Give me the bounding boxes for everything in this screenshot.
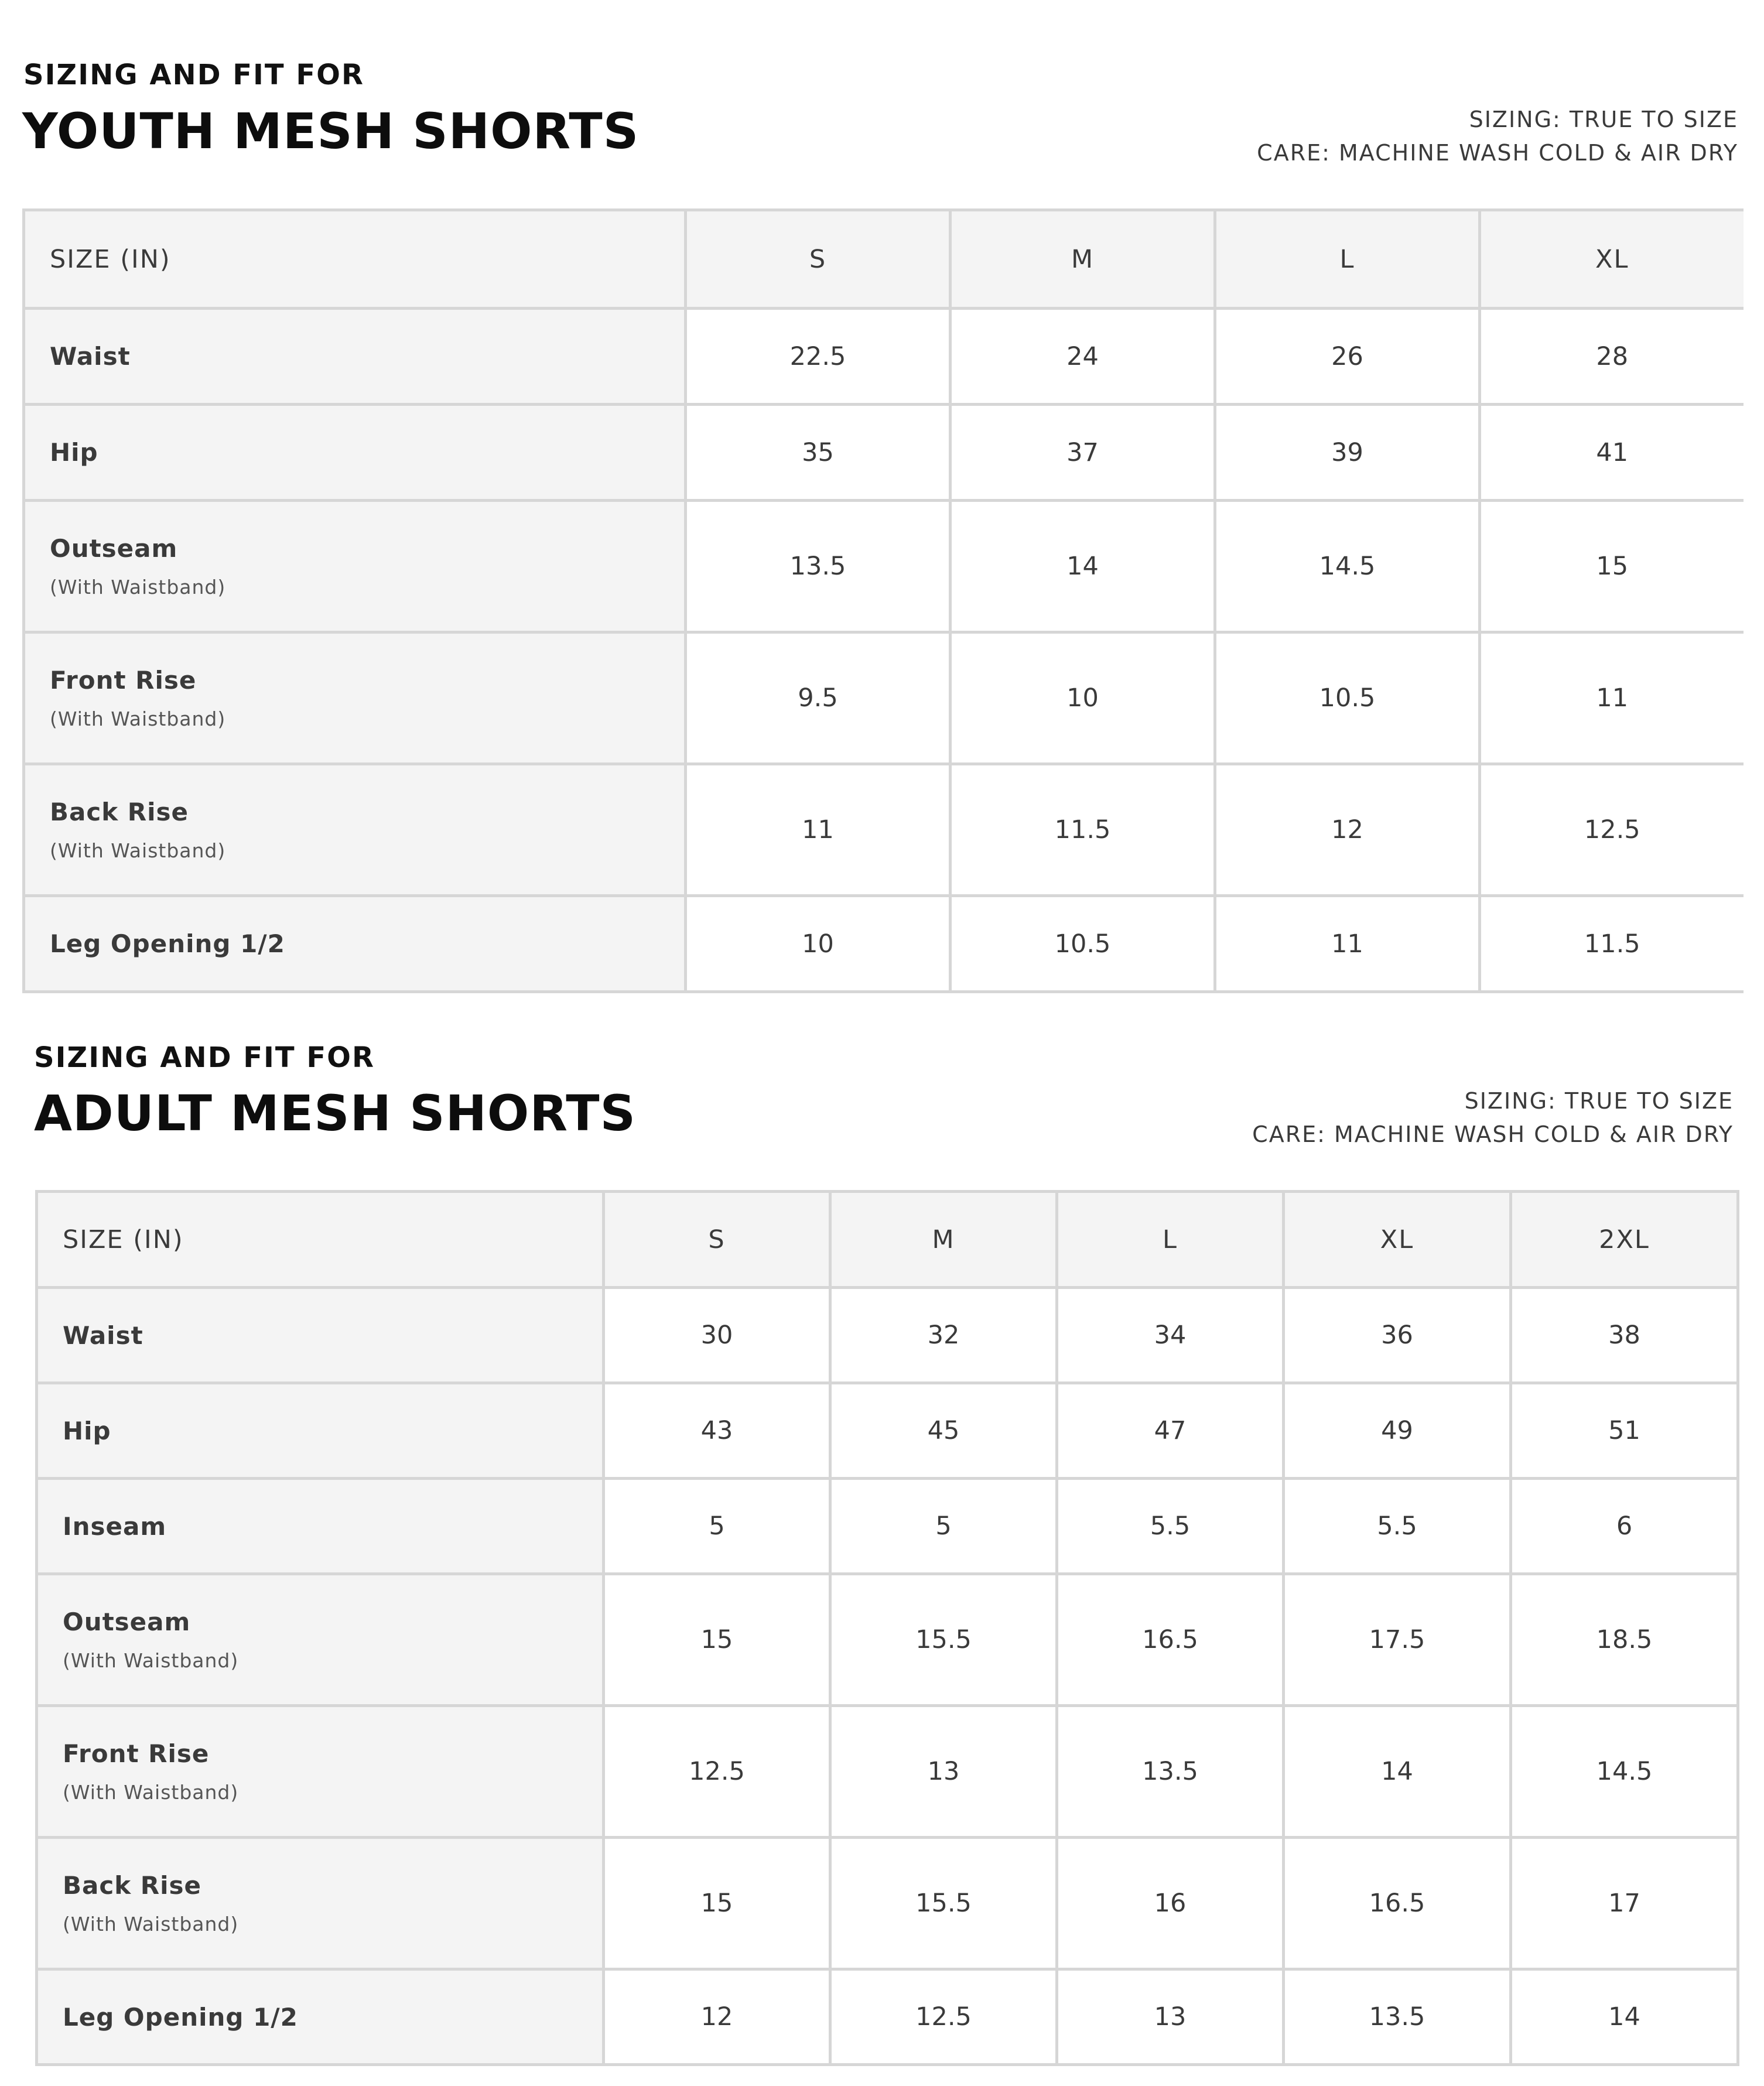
adult-header-size-xl: XL [1284,1192,1511,1288]
adult-meta [1252,1085,1734,1151]
youth-header-size-m: M [951,210,1215,309]
table-cell: 15.5 [830,1838,1057,1969]
table-cell: 13 [1057,1969,1284,2065]
table-cell: 13.5 [1057,1706,1284,1838]
adult-row-label-leg-opening-1-2 [37,1969,604,2065]
measurement-name: Back Rise [50,798,189,826]
adult-header-size-2xl: 2XL [1511,1192,1738,1288]
adult-header-size-label: SIZE (IN) [37,1192,604,1288]
youth-row-label-front-rise [24,632,686,764]
table-cell: 12.5 [604,1706,830,1838]
measurement-name: Inseam [63,1512,167,1541]
table-row [24,764,1744,896]
table-cell: 11 [1480,632,1744,764]
adult-row-label-inseam [37,1479,604,1574]
table-cell: 12 [604,1969,830,2065]
table-cell: 15 [604,1574,830,1706]
table-row [37,1838,1738,1969]
measurement-name: Leg Opening 1/2 [63,2002,298,2032]
table-cell: 14 [1284,1706,1511,1838]
table-cell: 14.5 [1215,501,1480,632]
table-cell: 24 [951,309,1215,405]
measurement-note: (With Waistband) [50,707,226,730]
table-cell: 17.5 [1284,1574,1511,1706]
adult-row-label-waist [37,1288,604,1383]
measurement-name: Hip [63,1416,111,1445]
table-cell: 5 [830,1479,1057,1574]
measurement-name: Front Rise [50,666,197,695]
table-cell: 16.5 [1057,1574,1284,1706]
measurement-note: (With Waistband) [50,576,226,599]
table-cell: 28 [1480,309,1744,405]
youth-row-label-waist [24,309,686,405]
measurement-name: Back Rise [63,1871,202,1900]
table-cell: 15.5 [830,1574,1057,1706]
table-cell: 15 [1480,501,1744,632]
table-cell: 10 [951,632,1215,764]
table-cell: 11.5 [1480,896,1744,992]
table-cell: 16.5 [1284,1838,1511,1969]
table-cell: 37 [951,405,1215,501]
table-cell: 14.5 [1511,1706,1738,1838]
youth-row-label-hip [24,405,686,501]
measurement-name: Hip [50,438,98,467]
table-cell: 12.5 [830,1969,1057,2065]
youth-header-size-l: L [1215,210,1480,309]
table-cell: 10 [686,896,951,992]
measurement-name: Front Rise [63,1739,210,1768]
table-cell: 13.5 [686,501,951,632]
table-cell: 15 [604,1838,830,1969]
adult-row-label-front-rise [37,1706,604,1838]
youth-sizing-note: SIZING: TRUE TO SIZE [1469,107,1738,132]
adult-header-size-s: S [604,1192,830,1288]
youth-care-note: CARE: MACHINE WASH COLD & AIR DRY [1257,140,1738,166]
table-cell: 30 [604,1288,830,1383]
youth-size-table [22,208,1744,993]
table-cell: 17 [1511,1838,1738,1969]
table-cell: 22.5 [686,309,951,405]
youth-row-label-outseam [24,501,686,632]
table-cell: 10.5 [951,896,1215,992]
adult-row-label-hip [37,1383,604,1479]
table-cell: 5.5 [1057,1479,1284,1574]
table-cell: 35 [686,405,951,501]
table-cell: 51 [1511,1383,1738,1479]
measurement-note: (With Waistband) [63,1913,239,1935]
table-cell: 11 [686,764,951,896]
measurement-name: Outseam [50,534,178,563]
table-cell: 5.5 [1284,1479,1511,1574]
table-cell: 13.5 [1284,1969,1511,2065]
table-cell: 45 [830,1383,1057,1479]
adult-row-label-outseam [37,1574,604,1706]
adult-sizing-note: SIZING: TRUE TO SIZE [1464,1088,1734,1114]
youth-header-row [24,210,1744,309]
adult-header-size-m: M [830,1192,1057,1288]
table-cell: 26 [1215,309,1480,405]
table-cell: 11.5 [951,764,1215,896]
youth-header-size-xl: XL [1480,210,1744,309]
table-cell: 18.5 [1511,1574,1738,1706]
table-cell: 11 [1215,896,1480,992]
table-cell: 34 [1057,1288,1284,1383]
table-row [24,405,1744,501]
table-row [24,309,1744,405]
youth-eyebrow: SIZING AND FIT FOR [23,59,364,91]
table-row [37,1288,1738,1383]
table-row [24,632,1744,764]
table-cell: 13 [830,1706,1057,1838]
youth-meta [1257,103,1738,170]
table-row [24,896,1744,992]
table-cell: 47 [1057,1383,1284,1479]
measurement-name: Leg Opening 1/2 [50,929,285,958]
table-cell: 10.5 [1215,632,1480,764]
measurement-name: Waist [63,1321,143,1350]
measurement-note: (With Waistband) [63,1649,239,1672]
measurement-name: Outseam [63,1608,191,1636]
table-row [37,1574,1738,1706]
table-row [37,1969,1738,2065]
adult-row-label-back-rise [37,1838,604,1969]
table-row [24,501,1744,632]
youth-header-size-s: S [686,210,951,309]
table-cell: 36 [1284,1288,1511,1383]
adult-header-row [37,1192,1738,1288]
table-cell: 5 [604,1479,830,1574]
table-cell: 9.5 [686,632,951,764]
table-cell: 39 [1215,405,1480,501]
table-row [37,1479,1738,1574]
adult-title: ADULT MESH SHORTS [34,1085,637,1142]
table-cell: 41 [1480,405,1744,501]
table-cell: 32 [830,1288,1057,1383]
youth-row-label-leg-opening-1-2 [24,896,686,992]
table-cell: 14 [1511,1969,1738,2065]
measurement-note: (With Waistband) [63,1781,239,1804]
table-cell: 14 [951,501,1215,632]
table-cell: 38 [1511,1288,1738,1383]
table-cell: 6 [1511,1479,1738,1574]
adult-eyebrow: SIZING AND FIT FOR [34,1041,375,1074]
youth-header-size-label: SIZE (IN) [24,210,686,309]
table-cell: 43 [604,1383,830,1479]
table-cell: 12.5 [1480,764,1744,896]
table-row [37,1383,1738,1479]
table-cell: 49 [1284,1383,1511,1479]
measurement-name: Waist [50,342,131,371]
youth-title: YOUTH MESH SHORTS [22,102,640,160]
adult-header-size-l: L [1057,1192,1284,1288]
table-cell: 16 [1057,1838,1284,1969]
table-cell: 12 [1215,764,1480,896]
measurement-note: (With Waistband) [50,839,226,862]
youth-row-label-back-rise [24,764,686,896]
adult-size-table [35,1190,1739,2066]
table-row [37,1706,1738,1838]
adult-care-note: CARE: MACHINE WASH COLD & AIR DRY [1252,1121,1734,1147]
